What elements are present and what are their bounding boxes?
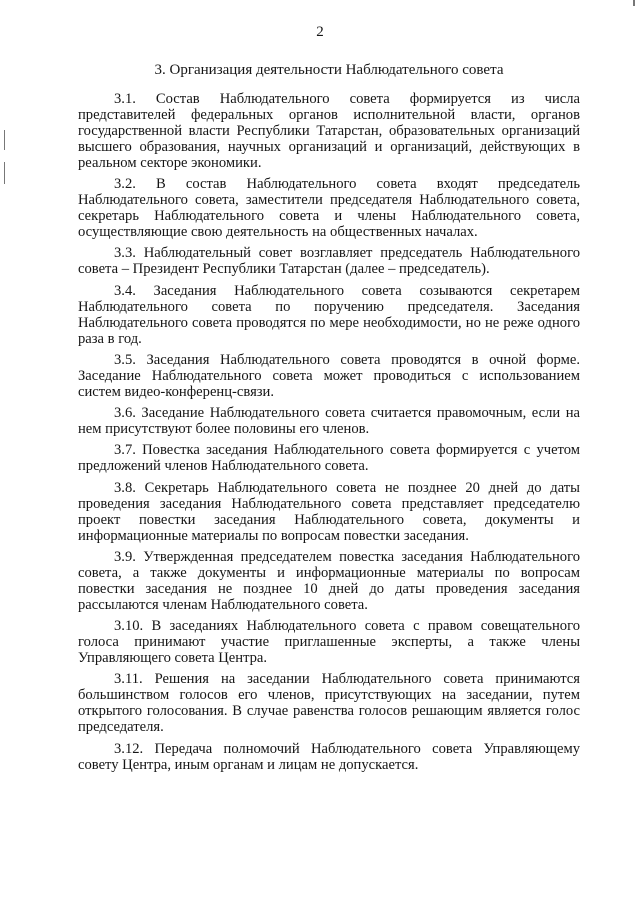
paragraph-3-1: 3.1. Состав Наблюдательного совета формируется из числа представителей федеральных органов исполнительной власти, органов государственной власти Республики Татарстан, образовательных организаций высшего образования, научных организаций и организаций, действующих в реальном секторе экономики.: [78, 91, 580, 171]
page-number: 2: [316, 24, 324, 40]
paragraph-3-9: 3.9. Утвержденная председателем повестка заседания Наблюдательного совета, а также документы и информационные материалы по вопросам повестки заседания не позднее 10 дней до даты проведения заседания рассылаются членам Наблюдательного совета.: [78, 548, 580, 613]
paragraph-3-4: 3.4. Заседания Наблюдательного совета созываются секретарем Наблюдательного совета по поручению председателя. Заседания Наблюдательного совета проводятся по мере необходимости, но не реже одного раза в год.: [78, 282, 580, 347]
section-heading: 3. Организация деятельности Наблюдательного совета: [154, 62, 504, 78]
scan-mark-top: [4, 130, 5, 150]
paragraph-3-12: 3.12. Передача полномочий Наблюдательного совета Управляющему совету Центра, иным органам и лицам не допускается.: [78, 740, 580, 773]
paragraph-3-8: 3.8. Секретарь Наблюдательного совета не позднее 20 дней до даты проведения заседания Наблюдательного совета представляет председателю проект повестки заседания Наблюдательного совета, документы и информационные материалы по вопросам повестки заседания.: [78, 479, 580, 544]
scan-mark-bottom: [4, 162, 5, 184]
body-text: [78, 92, 580, 779]
paragraph-3-5: 3.5. Заседания Наблюдательного совета проводятся в очной форме. Заседание Наблюдательного совета может проводиться с использованием систем видео-конференц-связи.: [78, 351, 580, 400]
paragraph-3-11: 3.11. Решения на заседании Наблюдательного совета принимаются большинством голосов его членов, присутствующих на заседании, путем открытого голосования. В случае равенства голосов решающим является голос председателя.: [78, 671, 580, 736]
paragraph-3-10: 3.10. В заседаниях Наблюдательного совета с правом совещательного голоса принимают участие приглашенные эксперты, а также члены Управляющего совета Центра.: [78, 618, 580, 667]
paragraph-3-2: 3.2. В состав Наблюдательного совета входят председатель Наблюдательного совета, заместители председателя Наблюдательного совета, секретарь Наблюдательного совета и члены Наблюдательного совета, осуществляющие свою деятельность на общественных началах.: [78, 176, 580, 241]
scan-mark-corner: [633, 0, 635, 6]
paragraph-3-6: 3.6. Заседание Наблюдательного совета считается правомочным, если на нем присутствуют более половины его членов.: [78, 405, 580, 438]
paragraph-3-3: 3.3. Наблюдательный совет возглавляет председатель Наблюдательного совета – Президент Республики Татарстан (далее – председатель).: [78, 245, 580, 278]
paragraph-3-7: 3.7. Повестка заседания Наблюдательного совета формируется с учетом предложений членов Наблюдательного совета.: [78, 442, 580, 475]
